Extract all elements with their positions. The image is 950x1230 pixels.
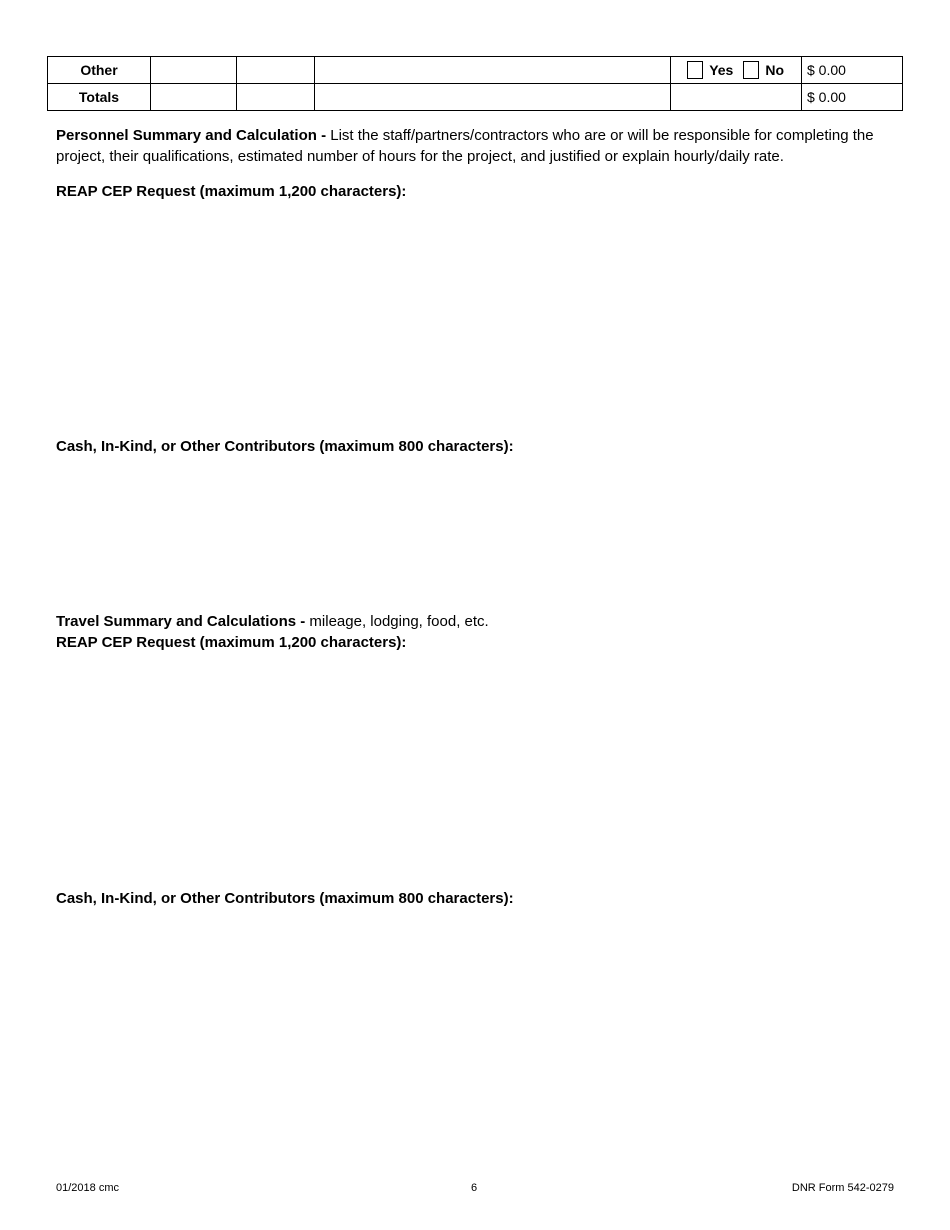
table-cell [671,84,802,111]
footer-form-number: DNR Form 542-0279 [791,1182,894,1194]
travel-description: mileage, lodging, food, etc. [309,613,489,630]
table-cell[interactable] [151,57,237,84]
row-label-other: Other [48,57,151,84]
budget-table [47,56,903,111]
footer-page-number: 6 [471,1182,478,1194]
personnel-summary-text [56,125,896,167]
table-row-other [48,57,903,84]
amount-other[interactable]: $ 0.00 [802,57,903,84]
travel-summary-text [56,611,896,632]
table-row-totals [48,84,903,111]
yes-checkbox[interactable] [687,61,703,79]
table-cell [237,84,315,111]
travel-request-field[interactable] [56,655,896,880]
yes-label: Yes [709,62,734,78]
travel-contrib-field[interactable] [56,911,896,1161]
travel-request-label: REAP CEP Request (maximum 1,200 characters): [56,634,407,651]
table-cell [151,84,237,111]
amount-totals: $ 0.00 [802,84,903,111]
table-cell[interactable] [237,57,315,84]
row-label-totals: Totals [48,84,151,111]
table-cell[interactable] [315,57,671,84]
table-cell [315,84,671,111]
personnel-contrib-field[interactable] [56,459,896,607]
no-label: No [765,62,784,78]
personnel-request-label: REAP CEP Request (maximum 1,200 characters): [56,183,407,200]
personnel-heading: Personnel Summary and Calculation - [56,127,331,144]
personnel-contrib-label: Cash, In-Kind, or Other Contributors (maximum 800 characters): [56,438,514,455]
personnel-request-field[interactable] [56,204,896,429]
travel-heading: Travel Summary and Calculations - [56,613,310,630]
travel-contrib-label: Cash, In-Kind, or Other Contributors (maximum 800 characters): [56,890,514,907]
yes-no-cell [671,57,802,84]
no-checkbox[interactable] [743,61,759,79]
footer-date: 01/2018 cmc [56,1182,119,1194]
personnel-description: List the staff/partners/contractors who are or will be responsible for completing the project, their qualifications, estimated number of hours for the project, and justified or explain hourly/daily rate. [56,127,874,165]
